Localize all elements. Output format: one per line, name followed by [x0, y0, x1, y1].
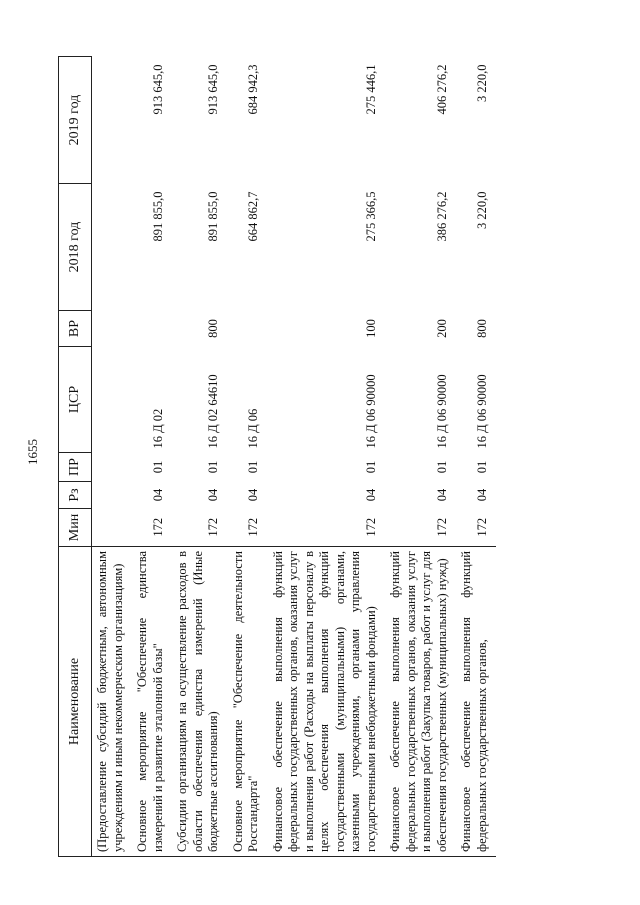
- row-vr: 800: [474, 319, 489, 338]
- row-pr: 01: [363, 460, 378, 474]
- row-name: Финансовое обеспечение выполнения функций федеральных государственных органов, оказания услуг и выполнения работ (Расходы на выплаты персоналу в целях обеспечения выполнения функций государственными (муниципальными) органами, казенными учреждениями, органами управления государственными внебюджетными фондами): [268, 547, 386, 857]
- row-min: 172: [246, 517, 260, 537]
- row-rz: 04: [150, 488, 165, 502]
- row-rz: [92, 482, 133, 509]
- row-2018: 664 862,7: [246, 191, 260, 242]
- row-csr: [92, 347, 133, 453]
- row-rz: 04: [474, 488, 489, 502]
- row-min: [92, 509, 133, 547]
- row-pr: [92, 453, 133, 482]
- row-csr: 16 Д 02: [150, 408, 165, 449]
- row-2018: 891 855,0: [206, 191, 220, 242]
- row-rz: 04: [363, 488, 378, 502]
- row-pr: 01: [206, 460, 220, 474]
- row-2019: 913 645,0: [150, 64, 165, 115]
- row-min: 172: [434, 517, 449, 537]
- budget-table: [58, 56, 496, 857]
- header-pr: ПР: [59, 453, 92, 482]
- row-csr: 16 Д 06 90000: [434, 374, 449, 449]
- row-name: Финансовое обеспечение выполнения функций федеральных государственных органов, оказания услуг и выполнения работ (Закупка товаров, работ и услуг для обеспечения государственных (муниципальных) нужд): [385, 547, 456, 857]
- header-vr: ВР: [59, 311, 92, 347]
- header-name: Наименование: [59, 547, 92, 857]
- table-row: [456, 57, 496, 857]
- header-csr: ЦСР: [59, 347, 92, 453]
- page-number: 1655: [25, 439, 40, 465]
- row-vr: 100: [363, 319, 378, 338]
- row-2018: 3 220,0: [474, 191, 489, 229]
- table-row: [92, 57, 133, 857]
- row-pr: 01: [434, 460, 449, 474]
- row-vr: 200: [434, 319, 449, 338]
- row-csr: 16 Д 06 90000: [474, 374, 489, 449]
- table-row: [385, 57, 456, 857]
- row-min: 172: [150, 517, 165, 537]
- row-name: Субсидии организациям на осуществление расходов в области обеспечения единства измерений (Иные бюджетные ассигнования): [172, 547, 228, 857]
- row-2019: 406 276,2: [434, 64, 449, 115]
- table-row: [132, 57, 172, 857]
- row-2019: [92, 57, 133, 184]
- header-2019: 2019 год: [59, 57, 92, 184]
- row-name: Финансовое обеспечение выполнения функций федеральных государственных органов,: [456, 547, 496, 857]
- row-min: 172: [363, 517, 378, 537]
- row-rz: 04: [434, 488, 449, 502]
- row-2019: 913 645,0: [206, 64, 220, 115]
- row-min: 172: [206, 517, 220, 537]
- row-vr: 800: [206, 319, 220, 338]
- row-min: 172: [474, 517, 489, 537]
- table-row: [268, 57, 386, 857]
- row-2018: 891 855,0: [150, 191, 165, 242]
- row-rz: 04: [206, 488, 220, 502]
- row-2019: 684 942,3: [246, 64, 260, 115]
- row-2019: 3 220,0: [474, 64, 489, 102]
- header-min: Мин: [59, 509, 92, 547]
- row-name: Основное мероприятие "Обеспечение единства измерений и развитие эталонной базы": [132, 547, 172, 857]
- row-csr: 16 Д 02 64610: [206, 374, 220, 449]
- header-row: [59, 57, 92, 857]
- row-rz: 04: [246, 488, 260, 502]
- header-rz: Рз: [59, 482, 92, 509]
- row-vr: [228, 311, 268, 347]
- row-pr: 01: [150, 460, 165, 474]
- row-2018: 386 276,2: [434, 191, 449, 242]
- table-row: [172, 57, 228, 857]
- row-2018: [92, 184, 133, 311]
- row-pr: 01: [474, 460, 489, 474]
- row-pr: 01: [246, 460, 260, 474]
- header-2018: 2018 год: [59, 184, 92, 311]
- row-name: (Предоставление субсидий бюджетным, автономным учреждениям и иным некоммерческим организациям): [92, 547, 133, 857]
- row-csr: 16 Д 06 90000: [363, 374, 378, 449]
- row-vr: [92, 311, 133, 347]
- table-row: [228, 57, 268, 857]
- row-csr: 16 Д 06: [246, 408, 260, 449]
- row-2019: 275 446,1: [363, 64, 378, 115]
- budget-table-rotated: [58, 57, 598, 857]
- row-2018: 275 366,5: [363, 191, 378, 242]
- row-vr: [132, 311, 172, 347]
- row-name: Основное мероприятие "Обеспечение деятельности Росстандарта": [228, 547, 268, 857]
